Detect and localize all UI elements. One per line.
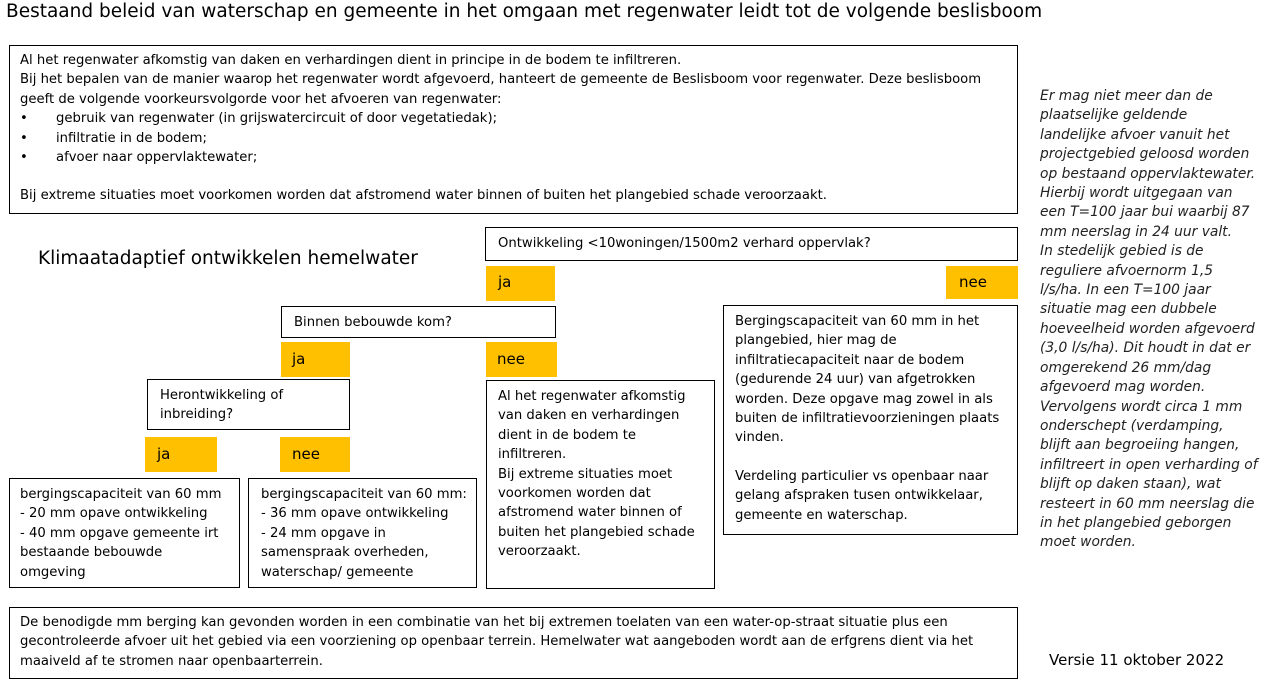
question-line: Herontwikkeling of <box>160 388 284 403</box>
yes-label-redevelopment: ja <box>145 437 217 472</box>
intro-bullet: • afvoer naar oppervlaktewater; <box>20 148 1007 167</box>
intro-bullet: • gebruik van regenwater (in grijswatercircuit of door vegetatiedak); <box>20 109 1007 128</box>
bullet-icon: • <box>20 150 28 166</box>
footer-box: De benodigde mm berging kan gevonden worden in een combinatie van het bij extremen toelaten van een water-op-straat situatie plus een gecontroleerde afvoer uit het gebied via een voorziening op openbaar terrein. Hemelwater wat aangeboden wordt aan de erfgrens dient via het maaiveld af te stromen naar openbaarterrein. <box>9 607 1018 679</box>
yes-label-built-area: ja <box>281 342 350 377</box>
side-note: Er mag niet meer dan de plaatselijke geldende landelijke afvoer vanuit het projectgebied geloosd worden op bestaand oppervlaktewater. Hierbij wordt uitgegaan van een T=100 jaar bui waarbij 87 mm neerslag in 24 uur valt. In stedelijk gebied is de reguliere afvoernorm 1,5 l/s/ha. In een T=100 jaar situatie mag een dubbele hoeveelheid worden afgevoerd (3,0 l/s/ha). Dit houdt in dat er omgerekend 26 mm/dag afgevoerd mag worden. Vervolgens wordt circa 1 mm onderschept (verdamping, blijft aan begroeiing hangen, infiltreert in open verharding of blijft op daken staan), wat resteert in 60 mm neerslag die in het plangebied geborgen moet worden. <box>1040 88 1258 551</box>
intro-line: Bij extreme situaties moet voorkomen worden dat afstromend water binnen of buiten het plangebied schade veroorzaakt. <box>20 188 827 204</box>
question-line: inbreiding? <box>160 407 234 423</box>
intro-line: Bij het bepalen van de manier waarop het regenwater wordt afgevoerd, hanteert de gemeente de Beslisboom voor regenwater. Deze beslisboom <box>20 72 982 88</box>
outcome-box-redevelopment-yes: bergingscapaciteit van 60 mm - 20 mm opave ontwikkeling - 40 mm opgave gemeente irt bestaande bebouwde omgeving <box>9 478 240 588</box>
bullet-icon: • <box>20 130 28 146</box>
yes-label-development: ja <box>486 266 555 301</box>
outcome-box-outside-built-area: Al het regenwater afkomstig van daken en verhardingen dient in de bodem te infiltreren. Bij extreme situaties moet voorkomen worden dat afstromend water binnen of buiten het plangebied schade veroorzaakt. <box>486 380 715 589</box>
intro-line: geeft de volgende voorkeursvolgorde voor het afvoeren van regenwater: <box>20 91 502 107</box>
page-title: Bestaand beleid van waterschap en gemeente in het omgaan met regenwater leidt tot de volgende beslisboom <box>6 1 1043 22</box>
no-label-built-area: nee <box>486 342 557 377</box>
intro-spacer <box>20 167 1007 186</box>
intro-bullet: • infiltratie in de bodem; <box>20 129 1007 148</box>
no-label-development: nee <box>946 266 1018 299</box>
intro-box <box>9 45 1018 214</box>
intro-line: Al het regenwater afkomstig van daken en verhardingen dient in principe in de bodem te infiltreren. <box>20 53 682 68</box>
question-redevelopment <box>147 379 350 430</box>
version-label: Versie 11 oktober 2022 <box>1049 651 1225 669</box>
subtitle: Klimaatadaptief ontwikkelen hemelwater <box>38 248 418 269</box>
bullet-icon: • <box>20 111 28 127</box>
question-development: Ontwikkeling <10woningen/1500m2 verhard oppervlak? <box>485 227 1018 261</box>
question-built-area: Binnen bebouwde kom? <box>281 306 556 338</box>
no-label-redevelopment: nee <box>280 437 350 472</box>
outcome-box-large-development: Bergingscapaciteit van 60 mm in het plangebied, hier mag de infiltratiecapaciteit naar de bodem (gedurende 24 uur) van afgetrokken worden. Deze opgave mag zowel in als buiten de infiltratievoorzieningen plaats vinden. Verdeling particulier vs openbaar naar gelang afspraken tusen ontwikkelaar, gemeente en waterschap. <box>723 305 1018 535</box>
outcome-box-redevelopment-no: bergingscapaciteit van 60 mm: - 36 mm opave ontwikkeling - 24 mm opgave in samenspraak overheden, waterschap/ gemeente <box>248 478 477 588</box>
